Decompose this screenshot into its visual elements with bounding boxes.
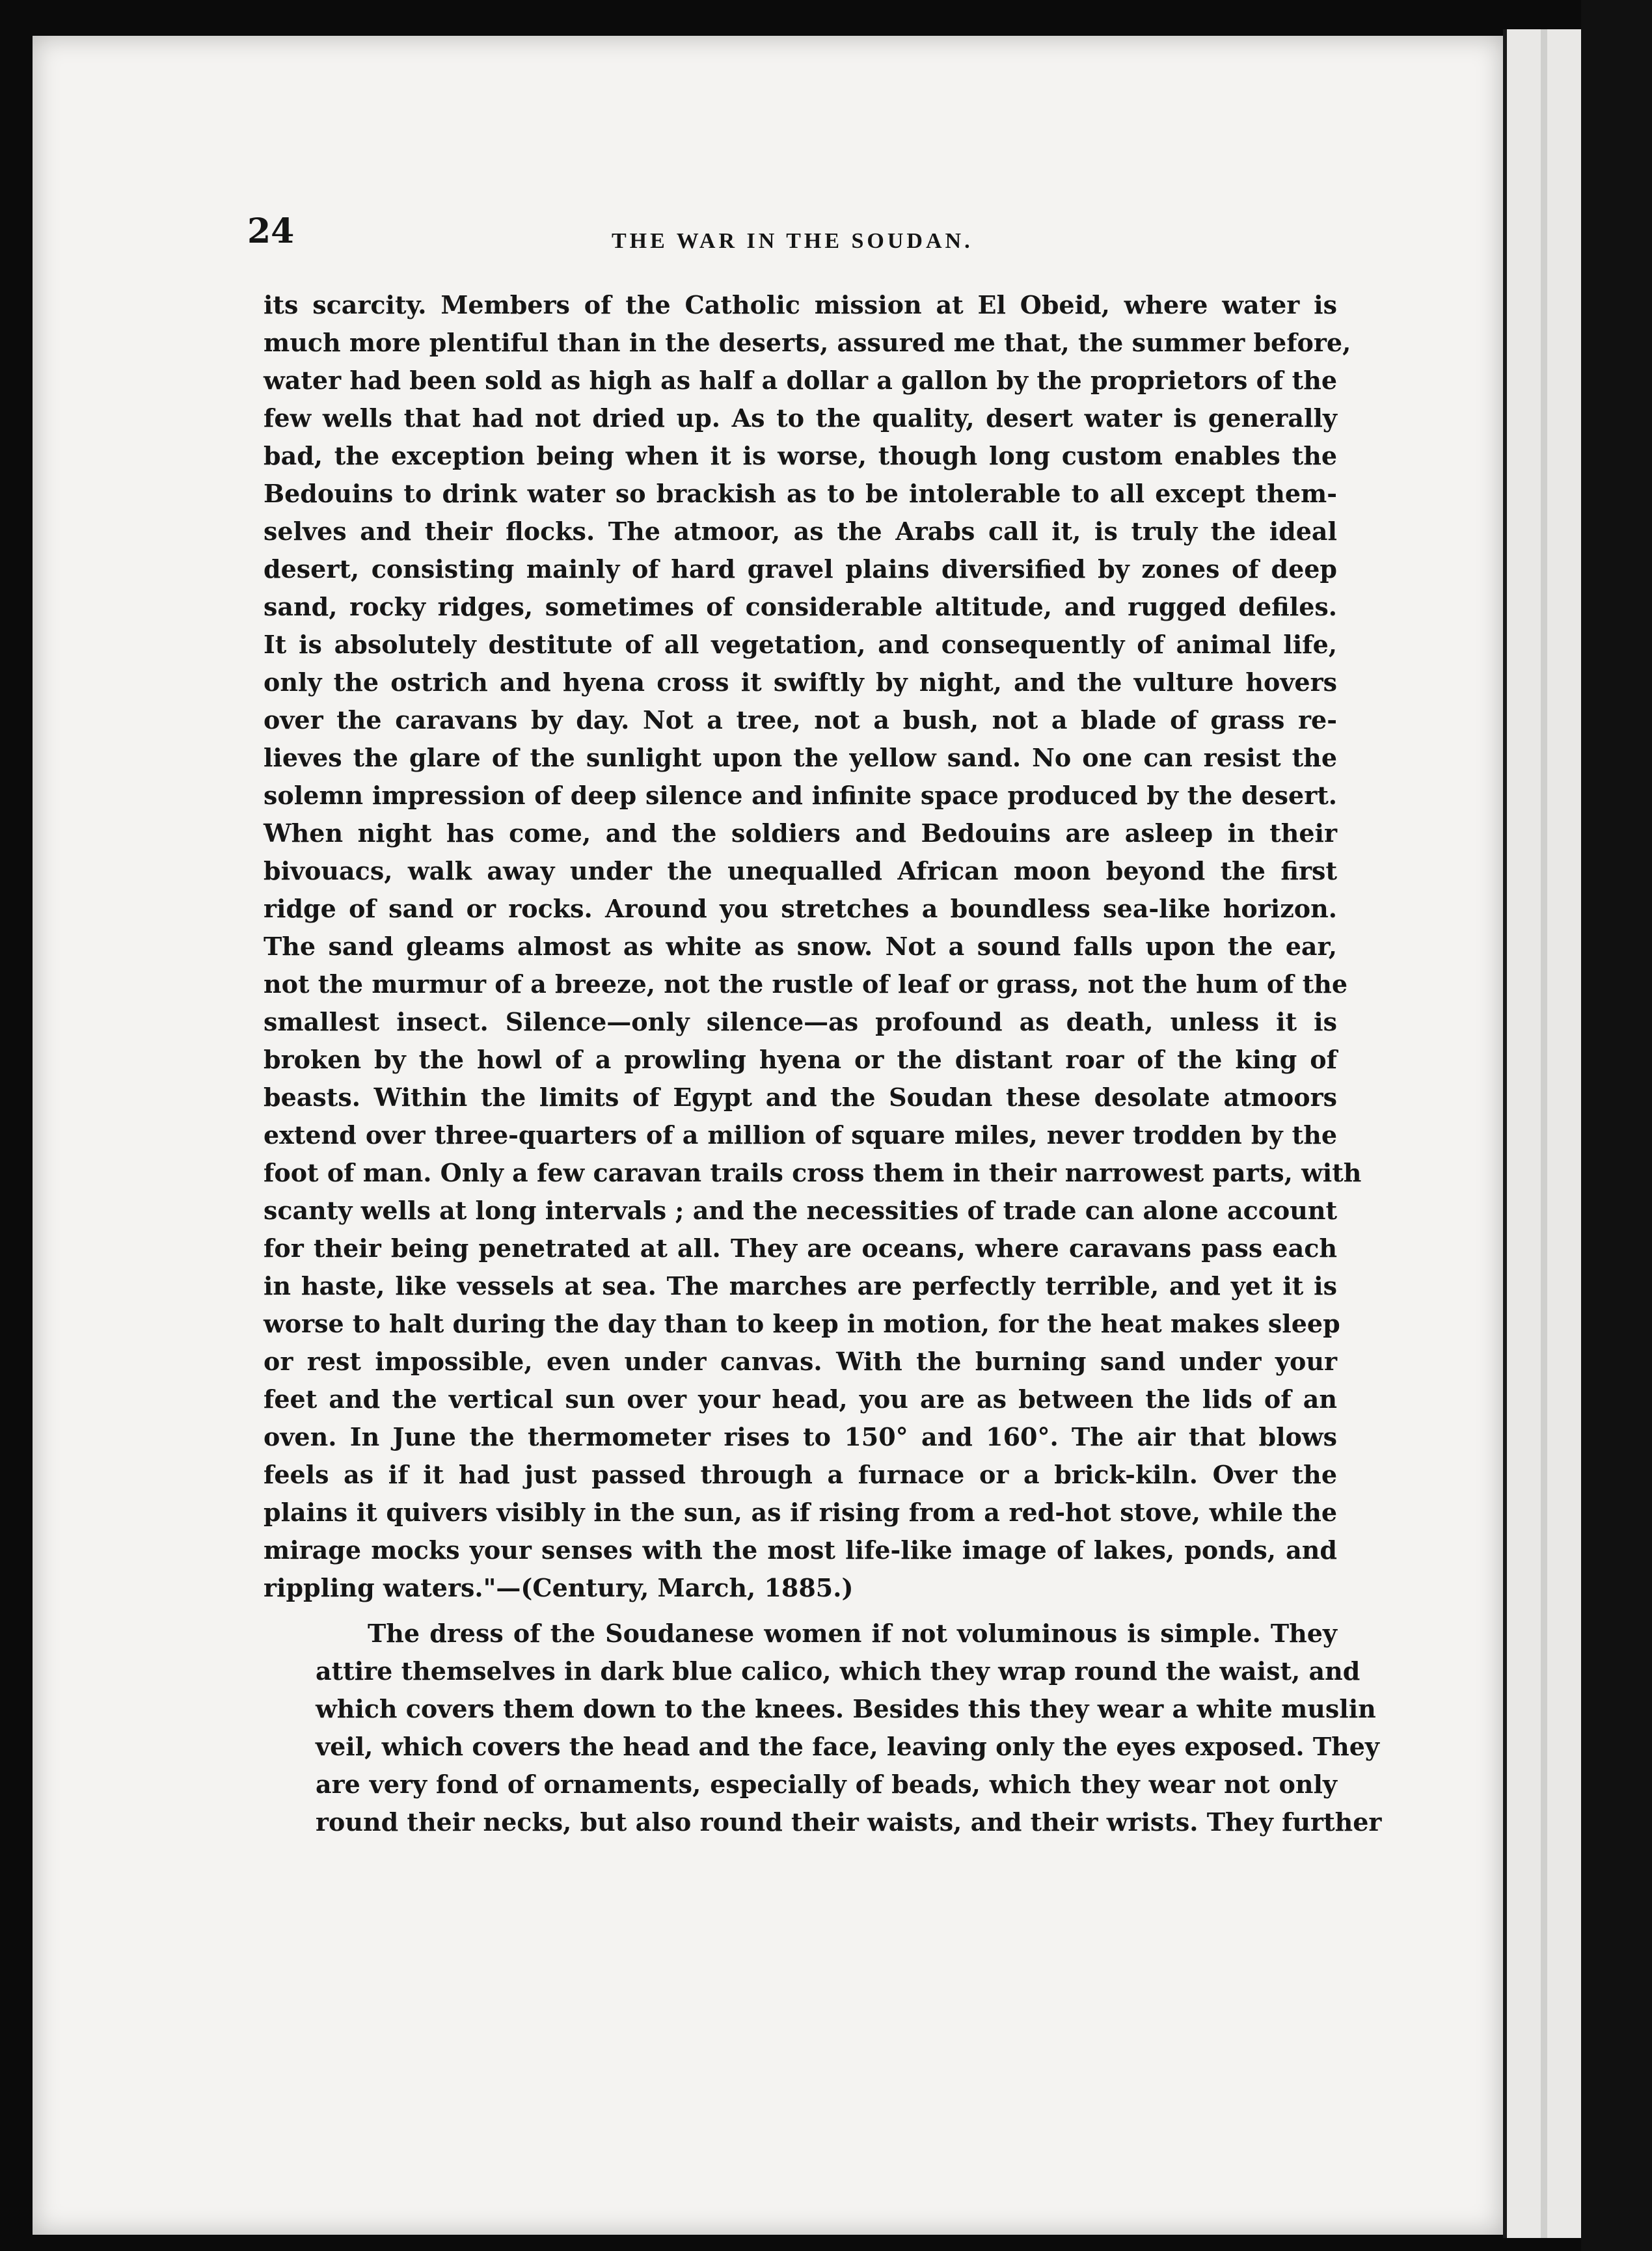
paragraph-2 — [264, 1615, 1382, 1841]
text-line: sand, rocky ridges, sometimes of considerable altitude, and rugged defiles. — [264, 592, 1337, 621]
text-line: worse to halt during the day than to keep in motion, for the heat makes sleep — [264, 1309, 1340, 1338]
text-line: over the caravans by day. Not a tree, not a bush, not a blade of grass re- — [264, 705, 1337, 735]
text-line: bad, the exception being when it is worse, though long custom enables the — [264, 441, 1337, 470]
text-line: The sand gleams almost as white as snow. Not a sound falls upon the ear, — [264, 932, 1337, 961]
text-line: foot of man. Only a few caravan trails cross them in their narrowest parts, with — [264, 1158, 1362, 1187]
text-line: or rest impossible, even under canvas. With the burning sand under your — [264, 1347, 1337, 1376]
text-line: for their being penetrated at all. They are oceans, where caravans pass each — [264, 1233, 1337, 1263]
text-line: ridge of sand or rocks. Around you stretches a boundless sea-like horizon. — [264, 894, 1337, 923]
text-line: only the ostrich and hyena cross it swiftly by night, and the vulture hovers — [264, 667, 1337, 697]
text-line: feet and the vertical sun over your head, you are as between the lids of an — [264, 1384, 1337, 1414]
text-line: Bedouins to drink water so brackish as to be intolerable to all except them- — [264, 479, 1337, 508]
text-line: its scarcity. Members of the Catholic mission at El Obeid, where water is — [264, 290, 1337, 319]
text-line: When night has come, and the soldiers and Bedouins are asleep in their — [264, 818, 1337, 848]
text-line: much more plentiful than in the deserts, assured me that, the summer before, — [264, 328, 1351, 357]
text-line: oven. In June the thermometer rises to 150° and 160°. The air that blows — [264, 1422, 1337, 1451]
text-line: attire themselves in dark blue calico, which they wrap round the waist, and — [316, 1656, 1361, 1686]
text-line: selves and their flocks. The atmoor, as the Arabs call it, is truly the ideal — [264, 517, 1337, 546]
text-line: The dress of the Soudanese women if not voluminous is simple. They — [368, 1619, 1337, 1648]
text-line: extend over three-quarters of a million of square miles, never trodden by the — [264, 1120, 1337, 1150]
text-line: scanty wells at long intervals ; and the necessities of trade can alone account — [264, 1196, 1337, 1225]
text-line: smallest insect. Silence—only silence—as profound as death, unless it is — [264, 1007, 1337, 1036]
body-text — [264, 286, 1382, 1841]
text-line: which covers them down to the knees. Besides this they wear a white muslin — [316, 1694, 1376, 1723]
scan-edge-strip — [1581, 0, 1652, 2251]
text-line: few wells that had not dried up. As to the quality, desert water is generally — [264, 403, 1337, 433]
text-line: beasts. Within the limits of Egypt and the Soudan these desolate atmoors — [264, 1083, 1337, 1112]
text-line: solemn impression of deep silence and infinite space produced by the desert. — [264, 781, 1337, 810]
page-gutter-shadow — [1541, 29, 1547, 2238]
running-head: THE WAR IN THE SOUDAN. — [612, 229, 973, 253]
text-line: water had been sold as high as half a dollar a gallon by the proprietors of the — [264, 366, 1337, 395]
text-line: mirage mocks your senses with the most life-like image of lakes, ponds, and — [264, 1535, 1337, 1565]
text-line: plains it quivers visibly in the sun, as if rising from a red-hot stove, while the — [264, 1498, 1337, 1527]
text-line: broken by the howl of a prowling hyena or the distant roar of the king of — [264, 1045, 1337, 1074]
text-line: veil, which covers the head and the face, leaving only the eyes exposed. They — [316, 1732, 1379, 1761]
text-line: rippling waters."—(Century, March, 1885.) — [264, 1573, 854, 1602]
page-number: 24 — [247, 211, 295, 251]
text-line: bivouacs, walk away under the unequalled African moon beyond the first — [264, 856, 1337, 885]
text-line: lieves the glare of the sunlight upon the yellow sand. No one can resist the — [264, 743, 1337, 772]
text-line: round their necks, but also round their waists, and their wrists. They further — [316, 1807, 1382, 1837]
text-line: desert, consisting mainly of hard gravel plains diversified by zones of deep — [264, 554, 1337, 584]
text-line: are very fond of ornaments, especially of beads, which they wear not only — [316, 1770, 1337, 1799]
text-line: in haste, like vessels at sea. The marches are perfectly terrible, and yet it is — [264, 1271, 1337, 1301]
text-line: feels as if it had just passed through a furnace or a brick-kiln. Over the — [264, 1460, 1337, 1489]
paragraph-1 — [264, 286, 1362, 1607]
text-line: It is absolutely destitute of all vegetation, and consequently of animal life, — [264, 630, 1337, 659]
text-line: not the murmur of a breeze, not the rustle of leaf or grass, not the hum of the — [264, 969, 1348, 999]
